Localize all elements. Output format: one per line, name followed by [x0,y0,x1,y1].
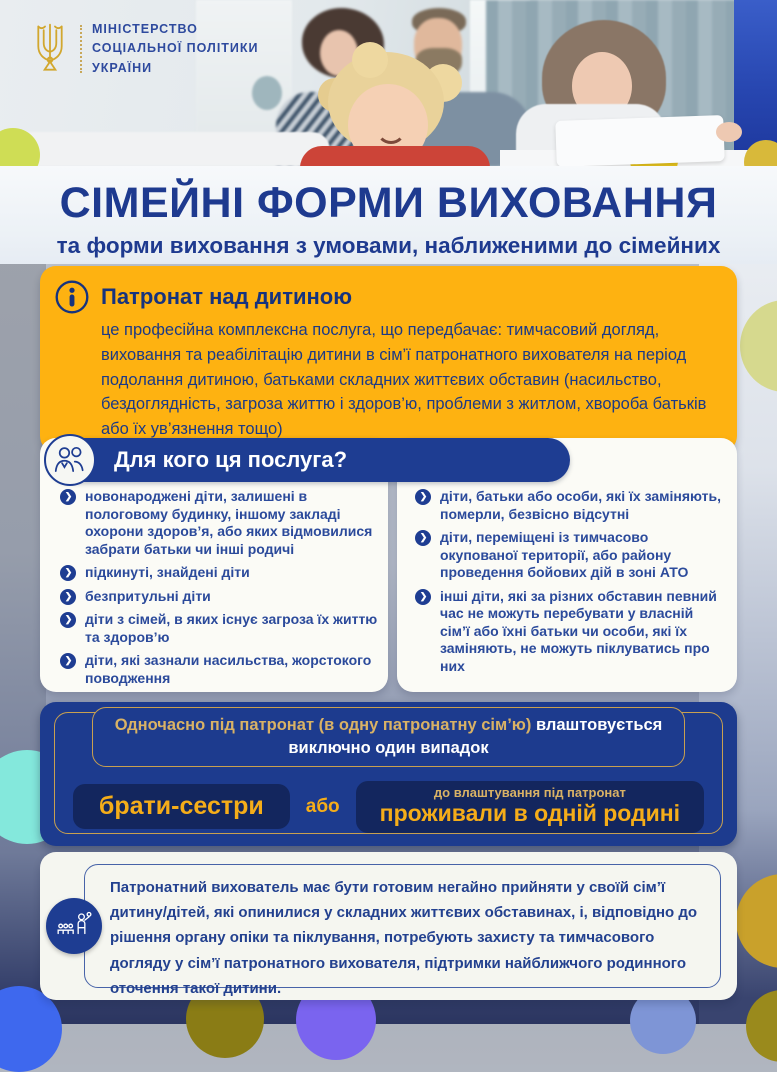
photo-sofa [0,132,330,166]
list-item-text: інші діти, які за різних обставин певний час не можуть перебувати у власній сім’ї або їхні батьки чи особи, які їх заміняють, не можуть піклуватись про них [440,587,717,674]
ministry-name-line2: СОЦІАЛЬНОЇ ПОЛІТИКИ [92,41,259,56]
photo-balloon [252,76,282,110]
chevron-bullet-icon: ❯ [60,589,76,605]
page-subtitle: та форми виховання з умовами, наближеними до сімейних [56,233,721,258]
placement-intro-regular: Одночасно під патронат (в одну патронатну сім’ю) [114,716,536,734]
option-same-family [356,781,704,833]
list-item-text: діти з сімей, в яких існує загроза їх життю та здоров’ю [85,611,378,645]
chevron-bullet-icon: ❯ [60,565,76,581]
chevron-bullet-icon: ❯ [415,589,431,605]
placement-rule-box [40,702,737,846]
photo-girl-tablet [555,115,725,166]
ministry-name-line1: МІНІСТЕРСТВО [92,22,198,36]
patronat-header [54,279,715,315]
audience-right-list [415,488,723,675]
list-item-text: діти, які зазнали насильства, жорстокого поводження [85,652,372,686]
trident-icon [30,22,70,76]
chevron-bullet-icon: ❯ [60,612,76,628]
ministry-name-line3: УКРАЇНИ [92,60,153,75]
caregiver-description: Патронатний вихователь має бути готовим негайно прийняти у своїй сім’ї дитину/дітей, які опинилися у складних життєвих обставинах, і, відповідно до рішення органу опіки та піклування, потребують захисту та тимчасового догляду у сім’ї патронатного вихователя, підтримки найближчого родинного оточення такої дитини. [110,879,698,997]
photo-toddler-shirt [300,146,490,166]
list-item-text: діти, переміщені із тимчасово окупованої території, або району проведення бойових дій в зоні АТО [440,529,689,580]
chevron-bullet-icon: ❯ [415,489,431,505]
ministry-name [92,20,259,78]
info-icon [54,279,90,315]
patronat-description: це професійна комплексна послуга, що передбачає: тимчасовий догляд, виховання та реабілітацію дитини в сім’ї патронатного вихователя на період подолання дитиною, батьками складних життєвих обставин (насильство, бездоглядність, загроза життю і здоров’ю, проблеми з житлом, хвороба батьків або їх ув’язнення тощо) [101,321,707,438]
option-siblings: брати-сестри [73,784,290,829]
people-pair-icon [44,434,96,486]
list-item-text: підкинуті, знайдені діти [85,564,250,580]
option-same-family-label: проживали в одній родині [379,799,681,826]
option-connector: або [305,795,340,817]
logo-divider [80,25,82,73]
chevron-bullet-icon: ❯ [415,530,431,546]
list-item-text: безпритульні діти [85,587,211,604]
list-item [415,529,723,582]
list-item-text: новонароджені діти, залишені в пологовому будинку, іншому закладі охорони здоров’я, або яких відмовилися забрати батьки чи інші родичі [85,488,373,557]
audience-left-list [60,488,378,687]
placement-intro-bold: влаштовується виключно один випадок [288,716,663,758]
caregiver-box [40,852,737,1000]
photo-girl-hand [716,122,742,142]
audience-header-pill [48,438,570,482]
patronat-definition-box [40,266,737,452]
list-item-text: діти, батьки або особи, які їх заміняють, померли, безвісно відсутні [440,488,721,522]
photo-toddler-curl [352,42,388,78]
list-item [415,488,723,523]
placement-options-row [40,781,737,833]
list-item [60,588,378,606]
ministry-logo [30,20,259,78]
chevron-bullet-icon: ❯ [60,653,76,669]
placement-heading [92,707,685,767]
family-photo [0,0,777,166]
audience-heading: Для кого ця послуга? [114,447,348,472]
audience-section [40,438,737,692]
family-group-icon [46,898,102,954]
list-item [60,488,378,558]
list-item [60,564,378,582]
list-item [60,611,378,646]
chevron-bullet-icon: ❯ [60,489,76,505]
list-item [60,652,378,687]
list-item [415,588,723,676]
option-same-family-note: до влаштування під патронат [433,784,626,800]
title-band [0,166,777,264]
patronat-heading: Патронат над дитиною [101,284,353,309]
page-title: СІМЕЙНІ ФОРМИ ВИХОВАННЯ [59,179,718,227]
